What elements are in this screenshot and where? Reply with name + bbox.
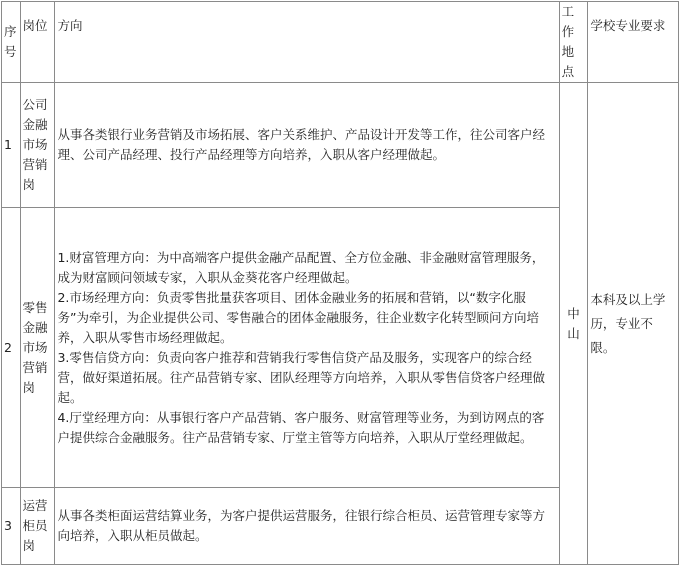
direction-cell: 从事各类银行业务营销及市场拓展、客户关系维护、产品设计开发等工作，往公司客户经理、公司产品经理、投行产品经理等方向培养，入职从客户经理做起。	[55, 83, 559, 208]
direction-item: 3.零售信贷方向：负责向客户推荐和营销我行零售信贷产品及服务，实现客户的综合经营，做好渠道拓展。往产品营销专家、团队经理等方向培养，入职从零售信贷客户经理做起。	[57, 349, 545, 405]
location-cell: 中山	[559, 83, 588, 565]
row-number: 1	[2, 83, 21, 208]
row-number: 2	[2, 208, 21, 488]
direction-cell	[55, 208, 559, 488]
header-location: 工作地点	[559, 2, 588, 83]
header-position: 岗位	[20, 2, 55, 83]
recruitment-table	[1, 1, 679, 565]
header-requirement: 学校专业要求	[588, 2, 679, 83]
header-direction: 方向	[55, 2, 559, 83]
position-cell: 运营柜员岗	[20, 488, 55, 565]
table-header-row	[2, 2, 679, 83]
table-row	[2, 83, 679, 208]
row-number: 3	[2, 488, 21, 565]
direction-item: 4.厅堂经理方向：从事银行客户产品营销、客户服务、财富管理等业务，为到访网点的客户提供综合金融服务。往产品营销专家、厅堂主管等方向培养，入职从厅堂经理做起。	[57, 409, 545, 445]
requirement-cell: 本科及以上学历，专业不限。	[588, 83, 679, 565]
header-no: 序号	[2, 2, 21, 83]
position-cell: 零售金融市场营销岗	[20, 208, 55, 488]
direction-item: 1.财富管理方向：为中高端客户提供金融产品配置、全方位金融、非金融财富管理服务，成为财富顾问领域专家，入职从金葵花客户经理做起。	[57, 249, 545, 285]
direction-cell: 从事各类柜面运营结算业务，为客户提供运营服务，往银行综合柜员、运营管理专家等方向培养，入职从柜员做起。	[55, 488, 559, 565]
direction-item: 2.市场经理方向：负责零售批量获客项目、团体金融业务的拓展和营销，以“数字化服务”为牵引，为企业提供公司、零售融合的团体金融服务，往企业数字化转型顾问方向培养，入职从零售市场经理做起。	[57, 289, 539, 345]
position-cell: 公司金融市场营销岗	[20, 83, 55, 208]
